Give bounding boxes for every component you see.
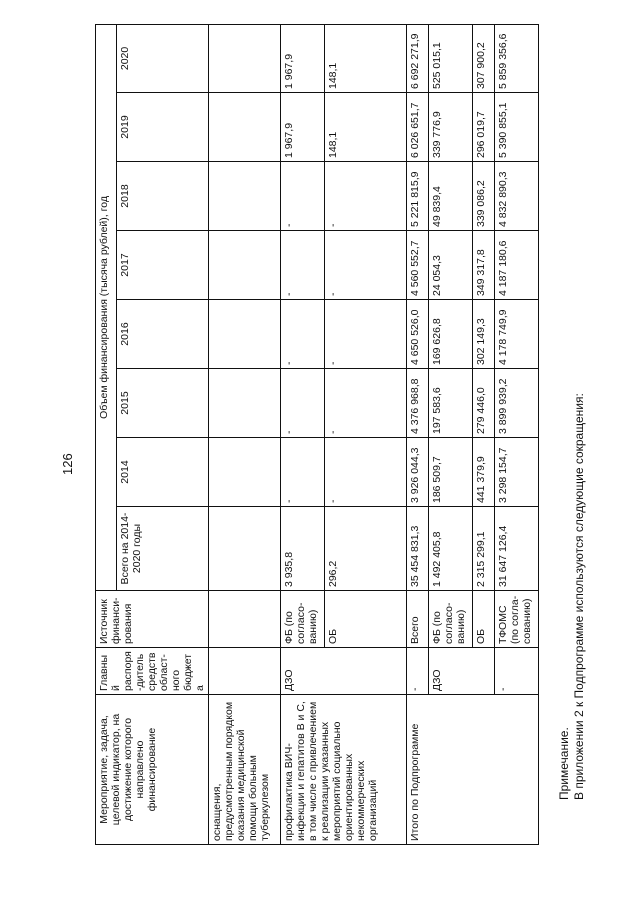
- table-row: [281, 24, 325, 844]
- cell-source: ОБ: [473, 591, 495, 648]
- cell-2016: 4 178 749,9: [495, 300, 539, 369]
- header-volume: Объем финансирования (тысяча рублей), год: [96, 24, 117, 590]
- table-row: [407, 24, 429, 844]
- cell-source: ФБ (по согласо-ванию): [429, 591, 473, 648]
- cell-2019: 6 026 651,7: [407, 93, 429, 162]
- cell-2017: 24 054,3: [429, 231, 473, 300]
- cell-source: ФБ (по согласо-ванию): [281, 591, 325, 648]
- header-total-years: Всего на 2014-2020 годы: [117, 507, 209, 591]
- cell-total: 1 492 405,8: [429, 507, 473, 591]
- page-number: 126: [60, 453, 75, 475]
- cell-source: ТФОМС (по согла-сованию): [495, 591, 539, 648]
- header-year-2014: 2014: [117, 438, 209, 507]
- cell-2017: [209, 231, 281, 300]
- cell-2016: 302 149,3: [473, 300, 495, 369]
- cell-2019: 339 776,9: [429, 93, 473, 162]
- header-year-2015: 2015: [117, 369, 209, 438]
- header-measure: Мероприятие, задача, целевой индикатор, на достижение которого направлено финансирование: [96, 695, 209, 845]
- cell-2016: -: [281, 300, 325, 369]
- cell-manager: ДЗО: [281, 648, 407, 695]
- header-manager: Главный распоря-дитель средств област-ного бюджета: [96, 648, 209, 695]
- cell-2018: 339 086,2: [473, 162, 495, 231]
- cell-manager: ДЗО: [429, 648, 495, 695]
- note: [557, 393, 587, 800]
- cell-2020: [209, 24, 281, 92]
- cell-2015: 3 899 939,2: [495, 369, 539, 438]
- cell-2018: 4 832 890,3: [495, 162, 539, 231]
- cell-2020: 148,1: [325, 24, 407, 92]
- cell-2018: [209, 162, 281, 231]
- cell-2014: [209, 438, 281, 507]
- cell-2018: -: [281, 162, 325, 231]
- cell-2018: -: [325, 162, 407, 231]
- note-text: В приложении 2 к Подпрограмме используются следующие сокращения:: [572, 393, 586, 800]
- header-year-2019: 2019: [117, 93, 209, 162]
- cell-2019: 296 019,7: [473, 93, 495, 162]
- header-year-2016: 2016: [117, 300, 209, 369]
- cell-2017: 4 187 180,6: [495, 231, 539, 300]
- cell-source: [209, 591, 281, 648]
- header-source: Источник финанси-рования: [96, 591, 209, 648]
- cell-2017: 349 317,8: [473, 231, 495, 300]
- cell-2014: -: [325, 438, 407, 507]
- cell-total: 2 315 299,1: [473, 507, 495, 591]
- header-row-1: [96, 24, 117, 844]
- cell-2017: 4 560 552,7: [407, 231, 429, 300]
- cell-measure: оснащения, предусмотренным порядком оказания медицинской помощи больным туберкулезом: [209, 695, 281, 845]
- financing-table: [95, 24, 539, 845]
- cell-2020: 6 692 271,9: [407, 24, 429, 92]
- cell-2014: 3 298 154,7: [495, 438, 539, 507]
- cell-total: 3 935,8: [281, 507, 325, 591]
- cell-2019: [209, 93, 281, 162]
- cell-source: ОБ: [325, 591, 407, 648]
- cell-2020: 1 967,9: [281, 24, 325, 92]
- cell-2015: 4 376 968,8: [407, 369, 429, 438]
- cell-2014: -: [281, 438, 325, 507]
- table-row: [209, 24, 281, 844]
- header-year-2017: 2017: [117, 231, 209, 300]
- cell-2017: -: [325, 231, 407, 300]
- cell-2017: -: [281, 231, 325, 300]
- cell-2014: 3 926 044,3: [407, 438, 429, 507]
- cell-2016: 169 626,8: [429, 300, 473, 369]
- cell-manager: [209, 648, 281, 695]
- cell-2015: 197 583,6: [429, 369, 473, 438]
- cell-total: [209, 507, 281, 591]
- note-title: Примечание.: [557, 727, 571, 800]
- cell-2020: 5 859 356,6: [495, 24, 539, 92]
- cell-2020: 307 900,2: [473, 24, 495, 92]
- cell-manager: -: [495, 648, 539, 695]
- cell-2015: 279 446,0: [473, 369, 495, 438]
- cell-measure: профилактика ВИЧ-инфекции и гепатитов В и С, в том числе с привлечением к реализации указанных мероприятий социально ориентированных некоммерческих организаций: [281, 695, 407, 845]
- cell-measure: Итого по Подпрограмме: [407, 695, 539, 845]
- cell-source: Всего: [407, 591, 429, 648]
- cell-2016: 4 650 526,0: [407, 300, 429, 369]
- cell-manager: -: [407, 648, 429, 695]
- cell-2014: 441 379,9: [473, 438, 495, 507]
- cell-2018: 5 221 815,9: [407, 162, 429, 231]
- cell-2020: 525 015,1: [429, 24, 473, 92]
- cell-2018: 49 839,4: [429, 162, 473, 231]
- cell-2019: 148,1: [325, 93, 407, 162]
- cell-2015: -: [325, 369, 407, 438]
- cell-2019: 5 390 855,1: [495, 93, 539, 162]
- cell-2019: 1 967,9: [281, 93, 325, 162]
- cell-2014: 186 509,7: [429, 438, 473, 507]
- cell-total: 296,2: [325, 507, 407, 591]
- cell-total: 31 647 126,4: [495, 507, 539, 591]
- cell-2016: -: [325, 300, 407, 369]
- header-year-2020: 2020: [117, 24, 209, 92]
- cell-total: 35 454 831,3: [407, 507, 429, 591]
- cell-2015: [209, 369, 281, 438]
- cell-2015: -: [281, 369, 325, 438]
- header-year-2018: 2018: [117, 162, 209, 231]
- cell-2016: [209, 300, 281, 369]
